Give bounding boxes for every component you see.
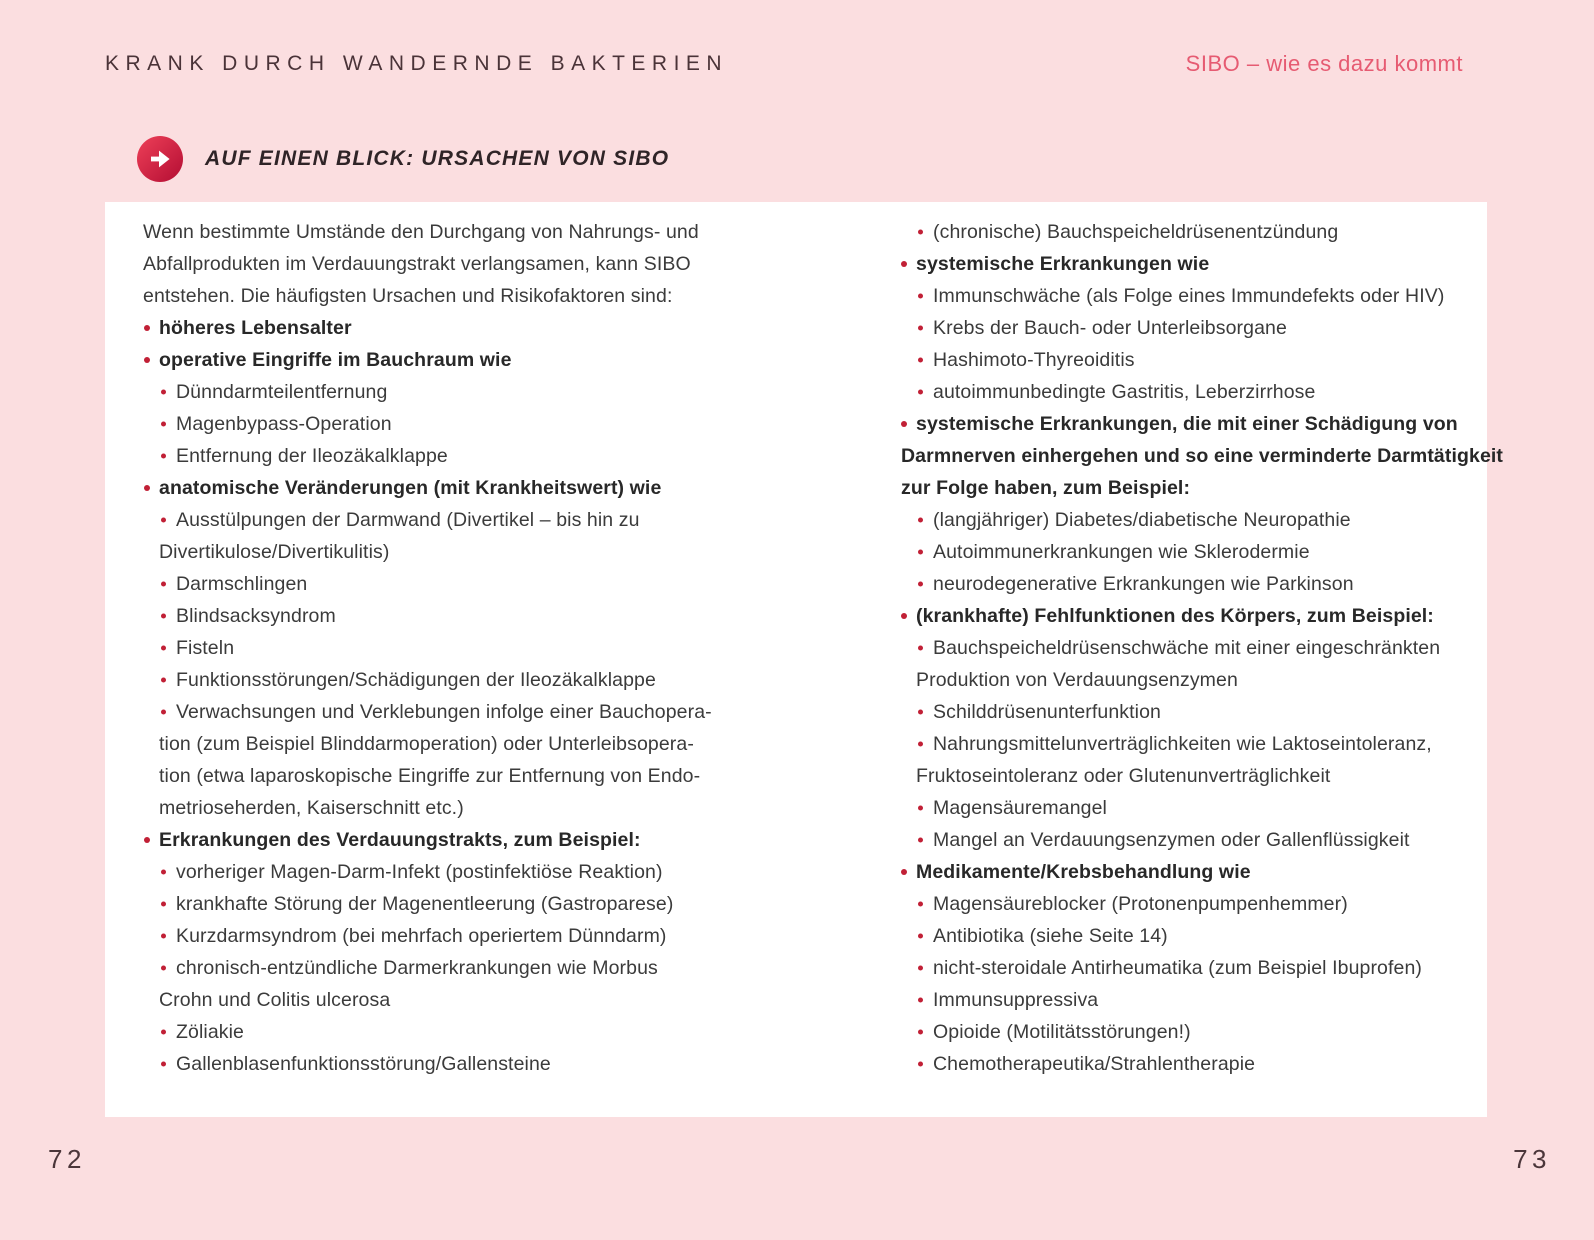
line-text: Wenn bestimmte Umstände den Durchgang von Nahrungs- und [143,221,699,243]
line-text: Antibiotika (siehe Seite 14) [933,925,1168,947]
bullet-icon [918,358,923,363]
bullet-icon [918,518,923,523]
line-text: Verwachsungen und Verklebungen infolge einer Bauchopera- [176,701,712,723]
line-text: (chronische) Bauchspeicheldrüsenentzündung [933,221,1339,243]
text-line [143,792,712,824]
list-item-line [900,408,1503,440]
list-item-line [143,504,712,536]
line-text: Dünndarmteilentfernung [176,381,388,403]
line-text: Magensäuremangel [933,797,1107,819]
line-text: anatomische Veränderungen (mit Krankheitswert) wie [159,477,662,499]
line-text: Zöliakie [176,1021,244,1043]
bullet-icon [161,518,166,523]
line-text: Hashimoto-Thyreoiditis [933,349,1135,371]
text-line [143,728,712,760]
bullet-icon [161,678,166,683]
list-item-line [143,440,712,472]
list-item-line [143,1048,712,1080]
list-item-line [143,568,712,600]
bullet-icon [918,390,923,395]
list-item-line [900,248,1503,280]
line-text: tion (zum Beispiel Blinddarmoperation) oder Unterleibsopera- [159,733,694,755]
line-text: neurodegenerative Erkrankungen wie Parkinson [933,573,1354,595]
bullet-icon [918,998,923,1003]
bullet-icon [918,806,923,811]
line-text: Nahrungsmittelunverträglichkeiten wie Laktoseintoleranz, [933,733,1432,755]
bullet-icon [901,869,907,875]
bullet-icon [918,230,923,235]
list-item-line [900,568,1503,600]
line-text: Fisteln [176,637,235,659]
bullet-icon [918,742,923,747]
list-item-line [143,600,712,632]
box-title: AUF EINEN BLICK: URSACHEN VON SIBO [205,147,670,170]
text-line [900,664,1503,696]
list-item-line [143,856,712,888]
bullet-icon [161,1030,166,1035]
list-item-line [900,312,1503,344]
line-text: Entfernung der Ileozäkalklappe [176,445,448,467]
bullet-icon [144,485,150,491]
list-item-line [900,1048,1503,1080]
line-text: höheres Lebensalter [159,317,352,339]
line-text: Ausstülpungen der Darmwand (Divertikel – bis hin zu [176,509,640,531]
line-text: Schilddrüsenunterfunktion [933,701,1161,723]
bullet-icon [918,326,923,331]
bullet-icon [161,966,166,971]
text-line [143,984,712,1016]
list-item-line [143,824,712,856]
overview-panel [105,202,1504,1117]
bullet-icon [161,870,166,875]
line-text: Immunschwäche (als Folge eines Immundefekts oder HIV) [933,285,1445,307]
line-text: Divertikulose/Divertikulitis) [159,541,390,563]
column-right [900,216,1503,1080]
section-running-head: SIBO – wie es dazu kommt [1185,51,1463,76]
list-item-line [900,792,1503,824]
list-item-line [900,344,1503,376]
bullet-icon [161,646,166,651]
bullet-icon [161,614,166,619]
line-text: Darmnerven einhergehen und so eine verminderte Darmtätigkeit [901,445,1504,467]
list-item-line [143,632,712,664]
line-text: Produktion von Verdauungsenzymen [916,669,1238,691]
list-item-line [900,280,1503,312]
list-item-line [143,920,712,952]
list-item-line [143,664,712,696]
text-line [900,472,1503,504]
column-left [143,216,712,1080]
list-item-line [143,472,712,504]
list-item-line [900,728,1503,760]
line-text: Immunsuppressiva [933,989,1099,1011]
bullet-icon [161,934,166,939]
bullet-icon [901,421,907,427]
list-item-line [143,344,712,376]
bullet-icon [918,1062,923,1067]
line-text: Bauchspeicheldrüsenschwäche mit einer eingeschränkten [933,637,1441,659]
page-number-right: 73 [1513,1144,1551,1174]
line-text: Fruktoseintoleranz oder Glutenunverträglichkeit [916,765,1331,787]
bullet-icon [918,1030,923,1035]
list-item-line [143,1016,712,1048]
text-line [900,760,1503,792]
chapter-running-head: KRANK DURCH WANDERNDE BAKTERIEN [105,52,729,75]
list-item-line [143,888,712,920]
line-text: Funktionsstörungen/Schädigungen der Ileozäkalklappe [176,669,656,691]
line-text: Erkrankungen des Verdauungstrakts, zum Beispiel: [159,829,641,851]
list-item-line [900,600,1503,632]
line-text: Mangel an Verdauungsenzymen oder Gallenflüssigkeit [933,829,1410,851]
list-item-line [900,856,1503,888]
line-text: Chemotherapeutika/Strahlentherapie [933,1053,1256,1075]
bullet-icon [918,902,923,907]
line-text: (langjähriger) Diabetes/diabetische Neuropathie [933,509,1351,531]
line-text: metrioseherden, Kaiserschnitt etc.) [159,797,464,819]
bullet-icon [144,357,150,363]
bullet-icon [918,966,923,971]
line-text: entstehen. Die häufigsten Ursachen und Risikofaktoren sind: [143,285,673,307]
page-number-left: 72 [48,1144,86,1174]
list-item-line [900,536,1503,568]
list-item-line [143,312,712,344]
list-item-line [143,408,712,440]
text-line [143,280,712,312]
bullet-icon [918,646,923,651]
line-text: autoimmunbedingte Gastritis, Leberzirrhose [933,381,1316,403]
bullet-icon [161,390,166,395]
list-item-line [900,888,1503,920]
list-item-line [900,920,1503,952]
list-item-line [900,696,1503,728]
line-text: Darmschlingen [176,573,308,595]
line-text: Gallenblasenfunktionsstörung/Gallensteine [176,1053,551,1075]
list-item-line [143,696,712,728]
list-item-line [143,952,712,984]
list-item-line [900,216,1503,248]
text-line [143,216,712,248]
arrow-right-icon [137,136,183,182]
line-text: Autoimmunerkrankungen wie Sklerodermie [933,541,1310,563]
line-text: operative Eingriffe im Bauchraum wie [159,349,512,371]
line-text: Blindsacksyndrom [176,605,336,627]
bullet-icon [901,613,907,619]
bullet-icon [918,710,923,715]
list-item-line [900,1016,1503,1048]
line-text: Opioide (Motilitätsstörungen!) [933,1021,1191,1043]
bullet-icon [161,422,166,427]
list-item-line [900,504,1503,536]
list-item-line [143,376,712,408]
text-line [143,248,712,280]
line-text: (krankhafte) Fehlfunktionen des Körpers, zum Beispiel: [916,605,1434,627]
line-text: Crohn und Colitis ulcerosa [159,989,391,1011]
line-text: systemische Erkrankungen wie [916,253,1210,275]
bullet-icon [144,837,150,843]
text-line [143,760,712,792]
bullet-icon [918,550,923,555]
bullet-icon [161,454,166,459]
bullet-icon [918,294,923,299]
bullet-icon [918,838,923,843]
bullet-icon [144,325,150,331]
bullet-icon [918,582,923,587]
line-text: Kurzdarmsyndrom (bei mehrfach operiertem Dünndarm) [176,925,667,947]
text-line [900,440,1503,472]
line-text: nicht-steroidale Antirheumatika (zum Beispiel Ibuprofen) [933,957,1423,979]
line-text: Abfallprodukten im Verdauungstrakt verlangsamen, kann SIBO [143,253,691,275]
line-text: zur Folge haben, zum Beispiel: [901,477,1191,499]
list-item-line [900,952,1503,984]
line-text: tion (etwa laparoskopische Eingriffe zur Entfernung von Endo- [159,765,701,787]
line-text: Krebs der Bauch- oder Unterleibsorgane [933,317,1287,339]
bullet-icon [161,582,166,587]
bullet-icon [161,902,166,907]
list-item-line [900,984,1503,1016]
bullet-icon [161,1062,166,1067]
list-item-line [900,376,1503,408]
list-item-line [900,632,1503,664]
list-item-line [900,824,1503,856]
line-text: Medikamente/Krebsbehandlung wie [916,861,1251,883]
line-text: Magensäureblocker (Protonenpumpenhemmer) [933,893,1348,915]
text-line [143,536,712,568]
bullet-icon [918,934,923,939]
bullet-icon [901,261,907,267]
line-text: Magenbypass-Operation [176,413,392,435]
line-text: chronisch-entzündliche Darmerkrankungen wie Morbus [176,957,658,979]
line-text: systemische Erkrankungen, die mit einer Schädigung von [916,413,1458,435]
line-text: vorheriger Magen-Darm-Infekt (postinfektiöse Reaktion) [176,861,663,883]
bullet-icon [161,710,166,715]
line-text: krankhafte Störung der Magenentleerung (Gastroparese) [176,893,674,915]
callout-heading [137,136,669,182]
